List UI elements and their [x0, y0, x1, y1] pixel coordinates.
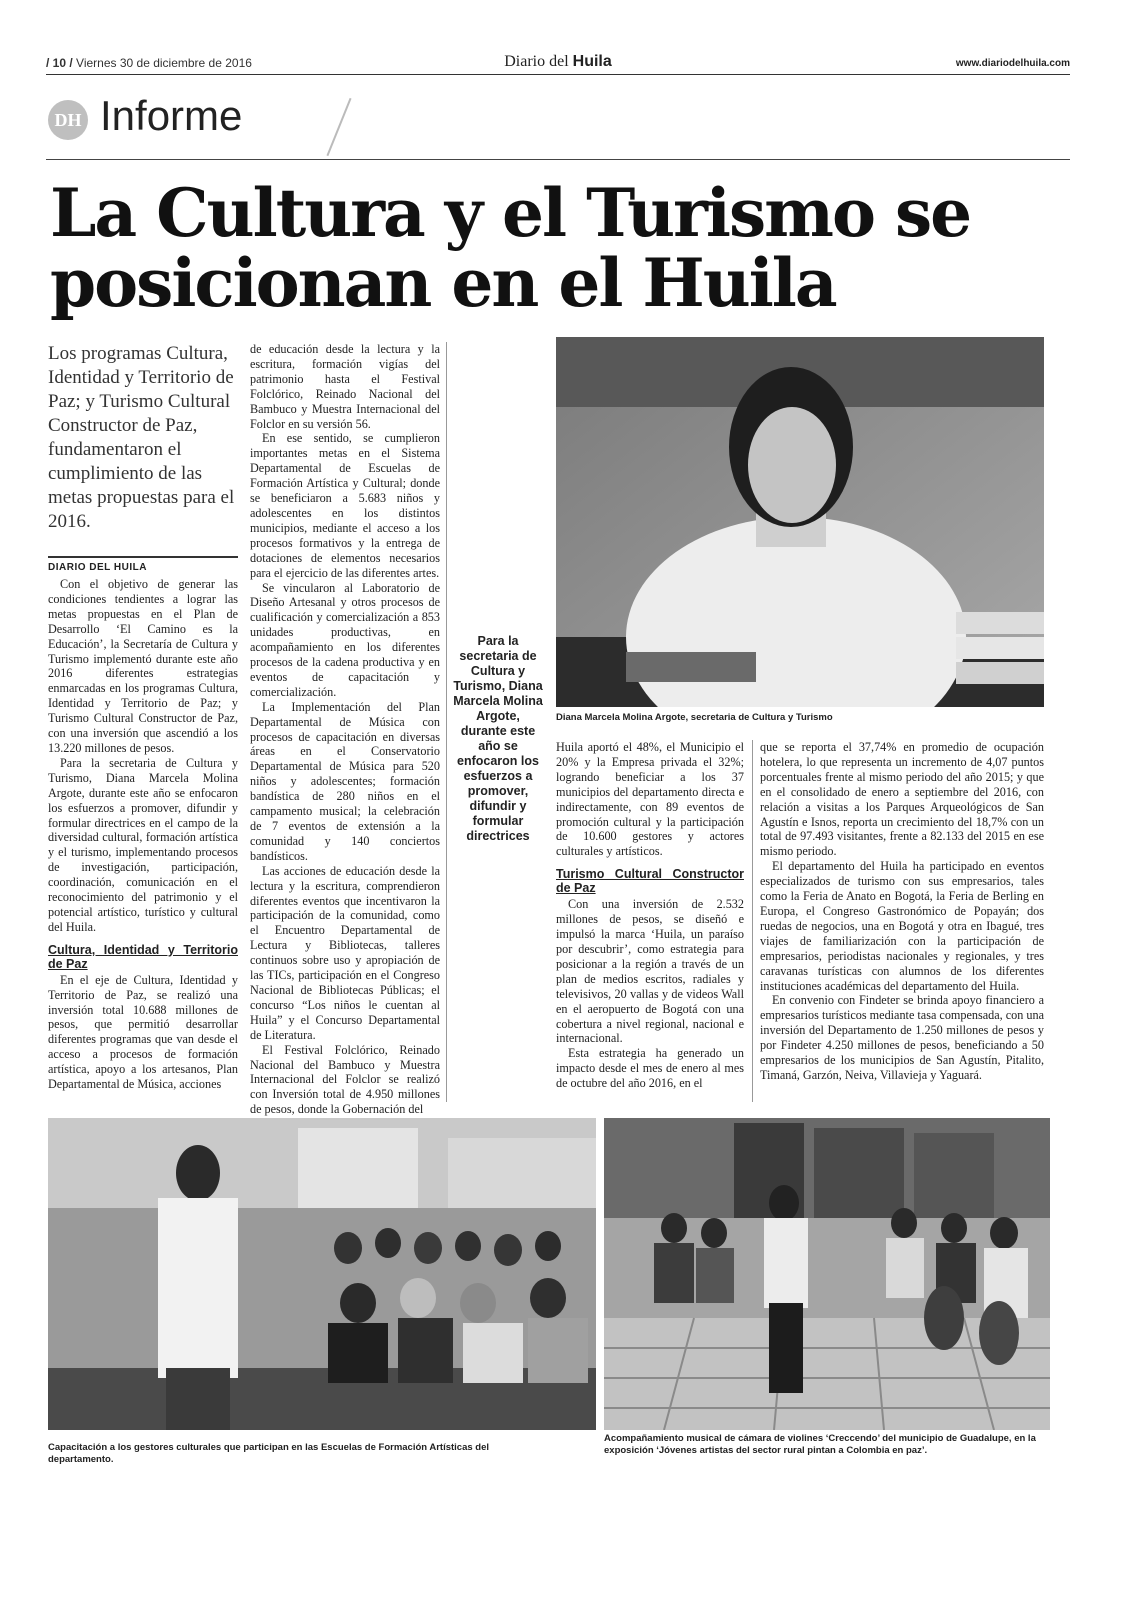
- paragraph: El Festival Folclórico, Reinado Nacional del Bambuco y Muestra Internacional del Folclor se realizó con Inversión total de 4.950 millones de pesos, donde la Gobernación del: [250, 1042, 440, 1117]
- paragraph: Esta estrategia ha generado un impacto desde el mes de enero al mes de octubre del año 2016, en el: [556, 1046, 744, 1091]
- dh-logo-icon: DH: [48, 100, 88, 140]
- paragraph: Con el objetivo de generar las condiciones tendientes a lograr las metas propuestas en el Plan de Desarrollo ‘El Camino es la Educación’, la Secretaría de Cultura y Turismo implementó durante este año 2016 diferentes estrategias enmarcadas en los programas Cultura, Identidad y Territorio de Paz; y Turismo Cultural Constructor de Paz, con una inversión que ascendió a los 13.220 millones de pesos.: [48, 577, 238, 755]
- section-name: Informe: [100, 92, 243, 139]
- page-number-date: / 10 / Viernes 30 de diciembre de 2016: [46, 56, 252, 70]
- website-url[interactable]: www.diariodelhuila.com: [955, 58, 1070, 69]
- paragraph: En el eje de Cultura, Identidad y Territorio de Paz, se realizó una inversión total 10.688 millones de pesos, que permitió desarrollar diferentes programas que van desde el acceso a procesos de formación artística, apoyo a los artesanos, Plan Departamental de Música, acciones: [48, 972, 238, 1092]
- training-photo: [48, 1118, 596, 1430]
- paragraph: Las acciones de educación desde la lectura y la escritura, comprendieron diferentes eventos que incentivaron la participación de la comunidad, como el Encuentro Departamental de Lectura y Bibliotecas, talleres continuos sobre uso y apropiación de las TICs, participación en el Congreso Nacional de Bibliotecas Públicas; el concurso “Los niños le cuentan al Huila” y el Concurso Departamental de Literatura.: [250, 863, 440, 1042]
- article-column-2: [250, 342, 440, 1117]
- lead-paragraph: Los programas Cultura, Identidad y Territorio de Paz; y Turismo Cultural Constructor de Paz, fundamentaron el cumplimiento de las metas propuestas para el 2016.: [48, 343, 235, 532]
- decorative-slash: [326, 98, 351, 156]
- paragraph: Se vincularon al Laboratorio de Diseño Artesanal y otros procesos de cualificación y comercialización a 853 unidades productivas, en acompañamiento en los diferentes procesos de la cadena productiva y en eventos de capacitación y comercialización.: [250, 580, 440, 699]
- headline: La Cultura y el Turismo se posicionan en el Huila: [50, 174, 971, 322]
- paragraph: La Implementación del Plan Departamental de Música con procesos de capacitación en diversas áreas en el Conservatorio Departamental de Música para 520 niños y adolescentes; formación bandística de 280 niños en el campamento musical; la celebración de 7 eventos de extensión a la comunidad y 140 conciertos bandísticos.: [250, 699, 440, 863]
- violins-caption: Acompañamiento musical de cámara de violines ‘Creccendo’ del municipio de Guadalupe, en la exposición ‘Jóvenes artistas del sector rural pintan a Colombia en paz’.: [604, 1433, 1036, 1456]
- page-header: [46, 53, 1070, 75]
- subheading: Turismo Cultural Constructor de Paz: [556, 867, 744, 896]
- violins-photo: [604, 1118, 1050, 1430]
- article-column-3: [556, 740, 744, 1091]
- paper-name: Diario del Huila: [504, 53, 612, 70]
- column-divider: [446, 342, 447, 1102]
- pull-quote: Para la secretaria de Cultura y Turismo, Diana Marcela Molina Argote, durante este año se enfocaron los esfuerzos a promover, difundir y formular directrices: [453, 634, 543, 843]
- portrait-photo: [556, 337, 1044, 707]
- paragraph: En convenio con Findeter se brinda apoyo financiero a empresarios turísticos mediante tasa compensada, con una inversión del Departamento de 1.250 millones de pesos y por Findeter 4.250 millones de pesos, beneficiando a 50 empresarios de los municipios de San Agustín, Pitalito, Timaná, Garzón, Neiva, Villavieja y Yaguará.: [760, 993, 1044, 1082]
- paragraph: Para la secretaria de Cultura y Turismo, Diana Marcela Molina Argote, durante este año se enfocaron los esfuerzos a promover, difundir y formular directrices en el campo de la diversidad cultural, formación artística y el turismo, implementando procesos de investigación, participación, coordinación, comunicación en el reconocimiento del patrimonio y el potencial artístico, turístico y cultural del Huila.: [48, 755, 238, 934]
- paragraph: El departamento del Huila ha participado en eventos especializados de turismo con sus empresarios, tales como la Feria de Anato en Bogotá, la Feria de Berling en Europa, el Congreso Gastronómico de Popayán; dos ruedas de negocios, una en Bogotá y otra en Ibagué, tres viajes de familiarización con la participación de empresarios, periodistas nacionales y regionales, y tres caravanas turísticas con alumnos de los diferentes instituciones académicas del departamento del Huila.: [760, 859, 1044, 993]
- paragraph: de educación desde la lectura y la escritura, formación vigías del patrimonio hasta el Festival Folclórico, Reinado Nacional del Bambuco y Muestra Internacional del Folclor en su versión 56.: [250, 342, 440, 431]
- column-divider: [752, 740, 753, 1102]
- header-rule: [46, 159, 1070, 160]
- paragraph: Huila aportó el 48%, el Municipio el 20% y la Empresa privada el 32%; logrando beneficiar a los 37 municipios del departamento directa e indirectamente, con 89 eventos de promoción cultural y la participación de 10.600 gestores y actores culturales y artísticos.: [556, 740, 744, 859]
- paragraph: En ese sentido, se cumplieron importantes metas en el Sistema Departamental de Escuelas de Formación Artística y Cultural; donde se beneficiaron a 5.683 niños y adolescentes en los distintos municipios, mediante el acceso a los procesos formativos y la entrega de dotaciones de elementos necesarios para el ejercicio de las diferentes artes.: [250, 431, 440, 580]
- portrait-caption: Diana Marcela Molina Argote, secretaria de Cultura y Turismo: [556, 712, 833, 723]
- article-column-1: [48, 577, 238, 1092]
- byline: DIARIO DEL HUILA: [48, 556, 238, 573]
- article-column-4: [760, 740, 1044, 1083]
- training-caption: Capacitación a los gestores culturales que participan en las Escuelas de Formación Artísticas del departamento.: [48, 1442, 490, 1465]
- paragraph: Con una inversión de 2.532 millones de pesos, se diseñó e impulsó la marca ‘Huila, un paraíso por descubrir’, como estrategia para posicionar a la región a través de un plan de medios escritos, radiales y televisivos, 20 vallas y de videos Wall en el aeropuerto de Bogotá con una cobertura a nivel regional, nacional e internacional.: [556, 897, 744, 1046]
- subheading: Cultura, Identidad y Territorio de Paz: [48, 942, 238, 971]
- paragraph: que se reporta el 37,74% en promedio de ocupación hotelera, lo que representa un incremento de 4,07 puntos porcentuales frente al mismo periodo del año 2015; y que en el consolidado de enero a septiembre del 2016, con relación a visitas a los Parques Arqueológicos de San Agustín e Isnos, reporta un crecimiento del 18,7% con un total de 97.493 visitantes, frente a 82.133 del 2015 en ese mismo periodo.: [760, 740, 1044, 859]
